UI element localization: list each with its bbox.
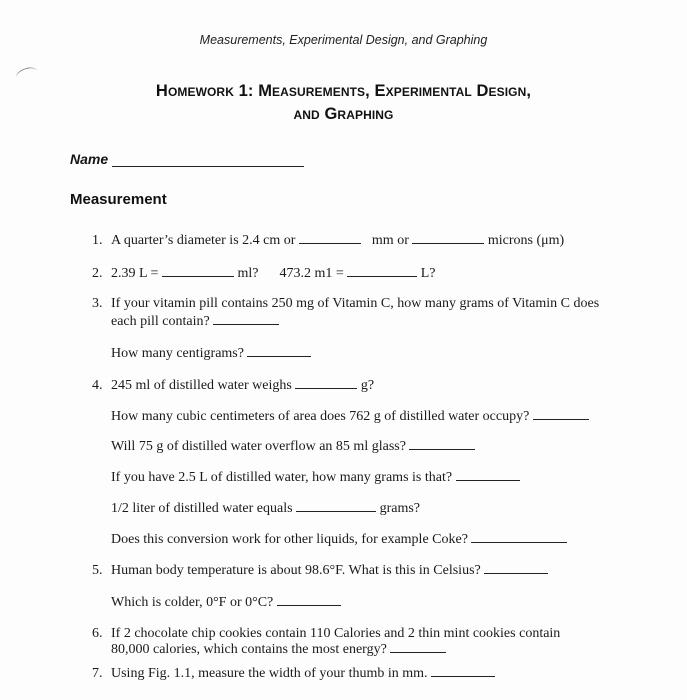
question-7-number: 7. xyxy=(92,666,103,681)
answer-blank-4b[interactable] xyxy=(533,408,589,420)
question-4-line-3 xyxy=(111,438,475,455)
question-3-number: 3. xyxy=(92,296,103,311)
answer-blank-4e[interactable] xyxy=(296,500,376,512)
question-7-line-1 xyxy=(111,665,495,682)
running-header: Measurements, Experimental Design, and Graphing xyxy=(199,33,488,47)
page-title xyxy=(0,80,687,126)
name-label: Name xyxy=(70,151,109,167)
question-6-line-2 xyxy=(111,641,446,658)
question-7-text-a: Using Fig. 1.1, measure the width of your thumb in mm. xyxy=(111,666,428,681)
answer-blank-1a[interactable] xyxy=(299,232,361,244)
question-2-text-c: 473.2 m1 = xyxy=(279,266,344,281)
question-4-text-b: g? xyxy=(360,378,375,393)
question-1-text-b: mm or xyxy=(371,233,409,248)
question-4-number: 4. xyxy=(92,378,103,393)
question-4-line-2 xyxy=(111,408,589,425)
title-line-1: Homework 1: Measurements, Experimental Design, xyxy=(155,82,532,100)
answer-blank-2a[interactable] xyxy=(162,265,234,277)
question-6-text-b: 80,000 calories, which contains the most energy? xyxy=(111,642,387,657)
question-1-text-a: A quarter’s diameter is 2.4 cm or xyxy=(111,233,296,248)
name-blank[interactable] xyxy=(112,152,304,167)
question-2-text-b: ml? xyxy=(237,266,259,281)
question-3-line-3 xyxy=(111,345,311,362)
question-1 xyxy=(111,232,564,249)
answer-blank-1b[interactable] xyxy=(412,232,484,244)
answer-blank-5a[interactable] xyxy=(484,562,548,574)
question-1-number: 1. xyxy=(92,233,103,248)
answer-blank-3a[interactable] xyxy=(213,313,279,325)
question-6-text-a: If 2 chocolate chip cookies contain 110 Calories and 2 thin mint cookies contain xyxy=(111,626,561,641)
question-2 xyxy=(111,265,436,282)
section-title: Measurement xyxy=(70,191,167,208)
question-4-text-a: 245 ml of distilled water weighs xyxy=(111,378,292,393)
question-3-text-c: How many centigrams? xyxy=(111,346,244,361)
question-4-text-e: If you have 2.5 L of distilled water, how many grams is that? xyxy=(111,470,453,485)
answer-blank-6a[interactable] xyxy=(390,641,446,653)
answer-blank-7a[interactable] xyxy=(431,665,495,677)
answer-blank-4a[interactable] xyxy=(295,377,357,389)
question-4-line-5 xyxy=(111,500,420,517)
answer-blank-2b[interactable] xyxy=(347,265,417,277)
question-4-line-6 xyxy=(111,531,567,548)
question-5-number: 5. xyxy=(92,563,103,578)
name-row xyxy=(70,151,304,167)
question-2-text-d: L? xyxy=(420,266,436,281)
answer-blank-4f[interactable] xyxy=(471,531,567,543)
question-1-text-c: microns (μm) xyxy=(487,233,565,248)
question-3-line-1 xyxy=(111,295,599,312)
answer-blank-4c[interactable] xyxy=(409,438,475,450)
title-line-2: and Graphing xyxy=(293,105,394,123)
question-3-line-2 xyxy=(111,313,279,330)
question-3-text-b: each pill contain? xyxy=(111,314,210,329)
question-2-text-a: 2.39 L = xyxy=(111,266,159,281)
question-5-text-b: Which is colder, 0°F or 0°C? xyxy=(111,595,274,610)
question-5-text-a: Human body temperature is about 98.6°F. What is this in Celsius? xyxy=(111,563,481,578)
answer-blank-3b[interactable] xyxy=(247,345,311,357)
question-5-line-2 xyxy=(111,594,341,611)
question-4-text-h: Does this conversion work for other liquids, for example Coke? xyxy=(111,532,468,547)
question-6-line-1 xyxy=(111,625,560,642)
answer-blank-4d[interactable] xyxy=(456,469,520,481)
question-4-text-f: 1/2 liter of distilled water equals xyxy=(111,501,293,516)
question-2-number: 2. xyxy=(92,266,103,281)
question-4-text-d: Will 75 g of distilled water overflow an 85 ml glass? xyxy=(111,439,406,454)
question-3-text-a: If your vitamin pill contains 250 mg of Vitamin C, how many grams of Vitamin C does xyxy=(111,296,600,311)
question-6-number: 6. xyxy=(92,626,103,641)
answer-blank-5b[interactable] xyxy=(277,594,341,606)
question-4-text-g: grams? xyxy=(379,501,420,516)
question-4-line-4 xyxy=(111,469,520,486)
question-4-text-c: How many cubic centimeters of area does 762 g of distilled water occupy? xyxy=(111,409,530,424)
question-4-line-1 xyxy=(111,377,374,394)
question-5-line-1 xyxy=(111,562,548,579)
